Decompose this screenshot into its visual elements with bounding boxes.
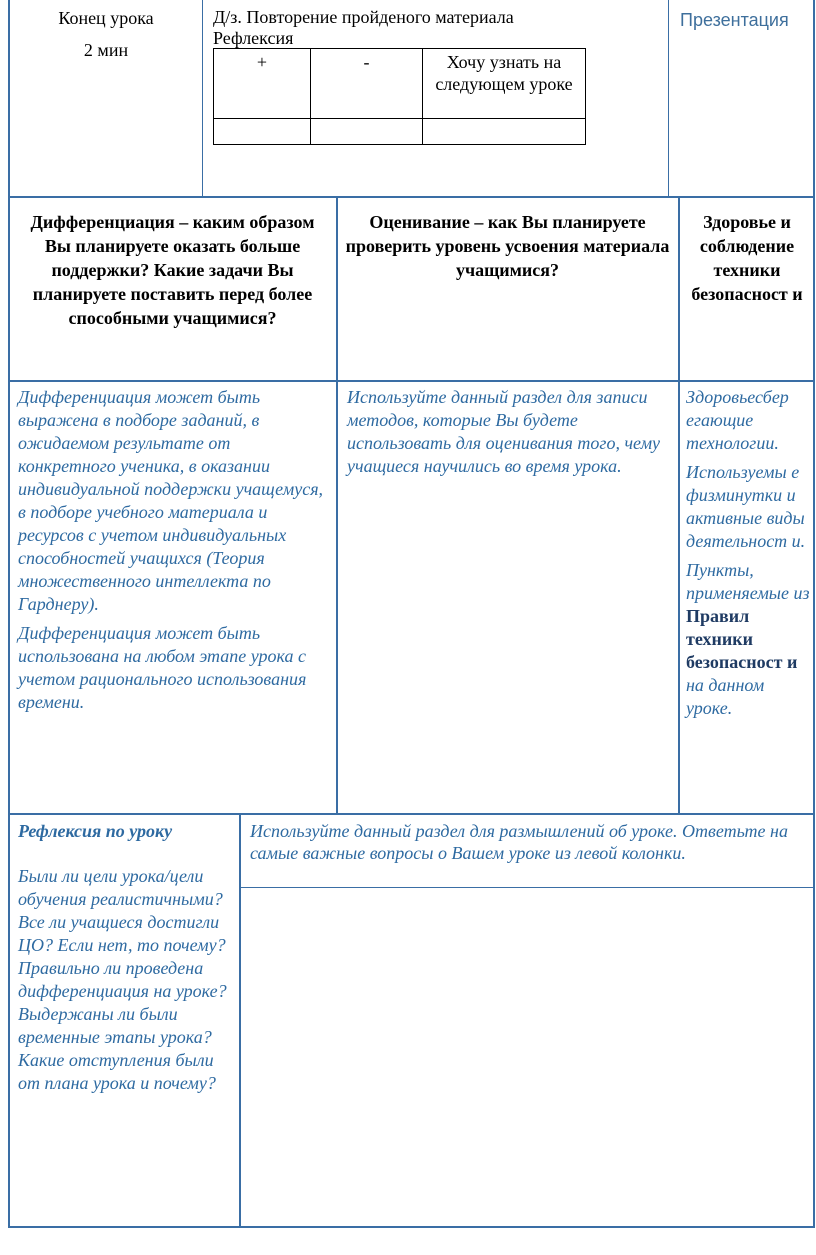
header-differentiation: Дифференциация – каким образом Вы планируете оказать больше поддержки? Какие задачи Вы планируете поставить перед более способными учащимися?: [30, 212, 315, 328]
border-col2-vline-top: [668, 0, 669, 196]
border-hline-2: [8, 380, 815, 382]
assessment-body: Используйте данный раздел для записи методов, которые Вы будете использовать для оценивания того, чему учащиеся научились во время урока.: [347, 387, 661, 476]
reflection-plus-header: +: [256, 52, 268, 72]
reflection-section-title: Рефлексия по уроку: [18, 821, 173, 841]
reflection-notes-area[interactable]: [241, 888, 813, 1226]
reflection-table: [213, 48, 586, 145]
border-col-b-vline: [678, 198, 680, 814]
health-paragraph-2: Используемы е физминутки и активные виды деятельност и.: [686, 462, 806, 551]
reflection-section-left: [18, 820, 234, 1095]
reflection-questions: Были ли цели урока/цели обучения реалистичными? Все ли учащиеся достигли ЦО? Если нет, то почему? Правильно ли проведена дифференциация на уроке? Выдержаны ли были временные этапы урока? Какие отступления были от плана урока и почему?: [18, 866, 227, 1093]
border-hline-1: [8, 196, 815, 198]
reflection-plus-cell[interactable]: [214, 119, 310, 144]
border-col1-vline-top: [202, 0, 203, 196]
health-paragraph-3-pre: Пункты, применяемые из: [686, 560, 810, 603]
health-paragraph-3: [686, 559, 812, 720]
border-right-vline: [813, 0, 815, 1228]
health-paragraph-1: Здоровьесбер егающие технологии.: [686, 387, 789, 453]
differentiation-body: [18, 386, 330, 720]
reflection-want-to-know-header: Хочу узнать на следующем уроке: [435, 52, 573, 94]
header-assessment: Оценивание – как Вы планируете проверить уровень усвоения материала учащимися?: [345, 212, 670, 280]
reflection-instruction: Используйте данный раздел для размышлений об уроке. Ответьте на самые важные вопросы о Вашем уроке из левой колонки.: [250, 821, 788, 863]
border-hline-3: [8, 813, 815, 815]
lesson-duration: 2 мин: [83, 40, 129, 60]
header-health: Здоровье и соблюдение техники безопасност и: [691, 212, 803, 304]
health-body: [686, 386, 812, 726]
reflection-minus-header: -: [363, 52, 370, 72]
border-bottom-hline: [8, 1226, 815, 1228]
resource-presentation: Презентация: [680, 10, 789, 30]
reflection-label: Рефлексия: [213, 28, 294, 48]
differentiation-paragraph-2: Дифференциация может быть использована на любом этапе урока с учетом рационального использования времени.: [18, 623, 307, 712]
safety-rules-link: Правил техники безопасност и: [686, 606, 798, 672]
lesson-end-title: Конец урока: [58, 8, 154, 28]
border-col-a-vline: [336, 198, 338, 814]
reflection-want-to-know-cell[interactable]: [423, 119, 585, 144]
border-top-left-vline: [8, 0, 10, 1228]
homework-text: Д/з. Повторение пройденого материала: [213, 7, 514, 27]
differentiation-paragraph-1: Дифференциация может быть выражена в подборе заданий, в ожидаемом результате от конкретного ученика, в оказании индивидуальной поддержки учащемуся, в подборе учебного материала и ресурсов с учетом индивидуальных способностей учащихся (Теория множественного интеллекта по Гарднеру).: [18, 387, 324, 614]
health-paragraph-3-post: на данном уроке.: [686, 675, 765, 718]
reflection-minus-cell[interactable]: [311, 119, 422, 144]
